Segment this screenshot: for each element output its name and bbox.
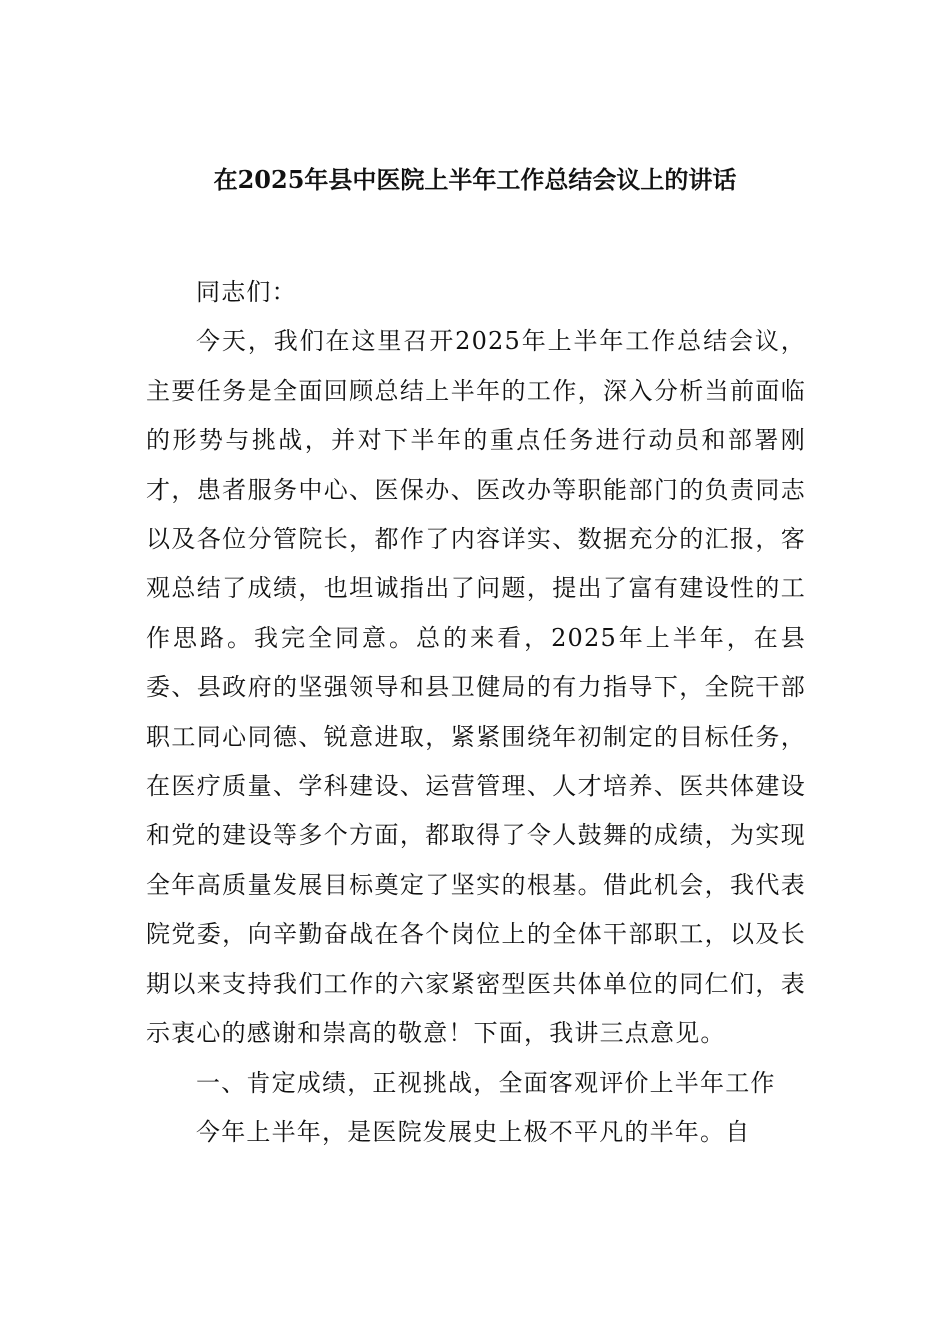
document-title: 在2025年县中医院上半年工作总结会议上的讲话 xyxy=(213,165,737,194)
section-paragraph: 今年上半年，是医院发展史上极不平凡的半年。自 xyxy=(196,1117,751,1146)
salutation-paragraph: 同志们： xyxy=(196,278,297,306)
document-body xyxy=(146,268,806,1157)
opening-paragraph: 今天，我们在这里召开2025年上半年工作总结会议，主要任务是全面回顾总结上半年的工作，深入分析当前面临的形势与挑战，并对下半年的重点任务进行动员和部署刚才，患者服务中心、医保办、医改办等职能部门的负责同志以及各位分管院长，都作了内容详实、数据充分的汇报，客观总结了成绩，也坦诚指出了问题，提出了富有建设性的工作思路。我完全同意。总的来看，2025年上半年，在县委、县政府的坚强领导和县卫健局的有力指导下，全院干部职工同心同德、锐意进取，紧紧围绕年初制定的目标任务，在医疗质量、学科建设、运营管理、人才培养、医共体建设和党的建设等多个方面，都取得了令人鼓舞的成绩，为实现全年高质量发展目标奠定了坚实的根基。借此机会，我代表院党委，向辛勤奋战在各个岗位上的全体干部职工，以及长期以来支持我们工作的六家紧密型医共体单位的同仁们，表示衷心的感谢和崇高的敬意！下面，我讲三点意见。 xyxy=(146,327,806,1048)
section-heading: 一、肯定成绩，正视挑战，全面客观评价上半年工作 xyxy=(196,1068,776,1097)
